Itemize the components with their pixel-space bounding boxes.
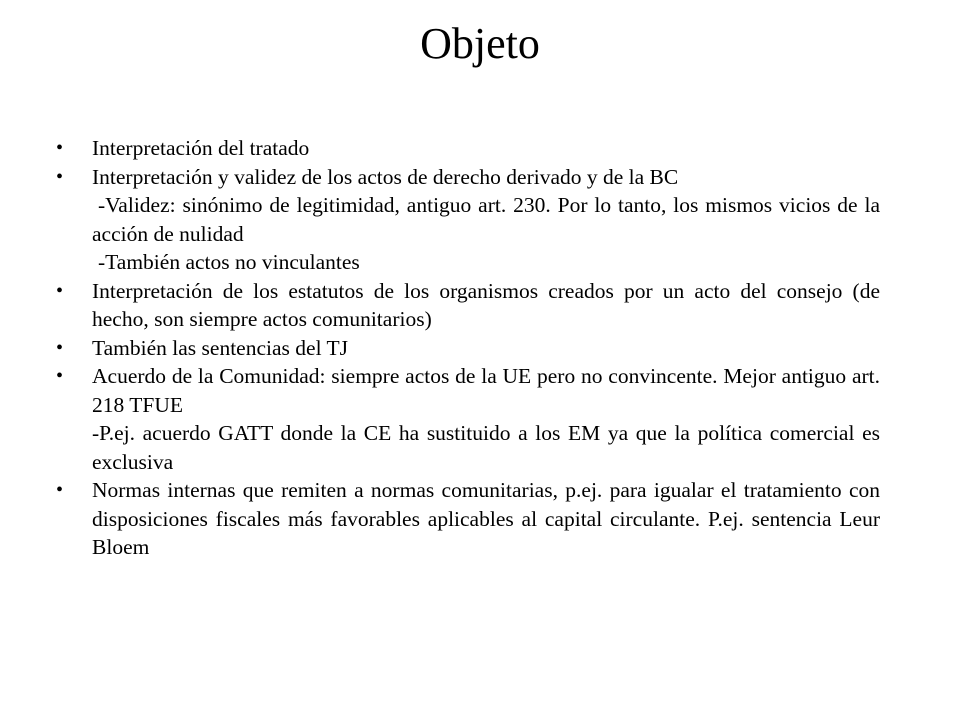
bullet-icon: •: [56, 479, 64, 501]
bullet-icon: •: [56, 365, 64, 387]
bullet-icon: •: [56, 336, 64, 359]
sub-line-validez: [56, 191, 880, 248]
bullet-item-3: [56, 277, 880, 334]
bullet-icon: •: [56, 279, 64, 302]
bullet-item-4: [56, 334, 880, 363]
bullet-icon: •: [56, 137, 64, 159]
bullet-text: Interpretación de los estatutos de los organismos creados por un acto del consejo (de hecho, son siempre actos comunitarios): [92, 278, 880, 331]
bullet-item-1: [56, 134, 880, 163]
bullet-text: Acuerdo de la Comunidad: siempre actos de la UE pero no convincente. Mejor antiguo art. 218 TFUE: [92, 364, 880, 417]
sub-text: -P.ej. acuerdo GATT donde la CE ha sustituido a los EM ya que la política comercial es exclusiva: [92, 421, 880, 474]
bullet-icon: •: [56, 165, 64, 188]
sub-line-gatt: [56, 419, 880, 476]
bullet-list: [56, 134, 880, 562]
bullet-text: Interpretación del tratado: [92, 136, 310, 160]
bullet-text: Interpretación y validez de los actos de derecho derivado y de la BC: [92, 164, 679, 189]
slide-title: Objeto: [420, 19, 540, 68]
sub-text: -También actos no vinculantes: [98, 250, 360, 274]
bullet-item-5: [56, 362, 880, 419]
bullet-item-6: [56, 476, 880, 562]
sub-line-no-vinculantes: [56, 248, 880, 277]
bullet-item-2: [56, 163, 880, 192]
bullet-text: Normas internas que remiten a normas comunitarias, p.ej. para igualar el tratamiento con disposiciones fiscales más favorables aplicables al capital circulante. P.ej. sentencia Leur Bloem: [92, 478, 880, 559]
sub-text: -Validez: sinónimo de legitimidad, antiguo art. 230. Por lo tanto, los mismos vicios de la acción de nulidad: [92, 193, 880, 246]
bullet-text: También las sentencias del TJ: [92, 335, 349, 360]
